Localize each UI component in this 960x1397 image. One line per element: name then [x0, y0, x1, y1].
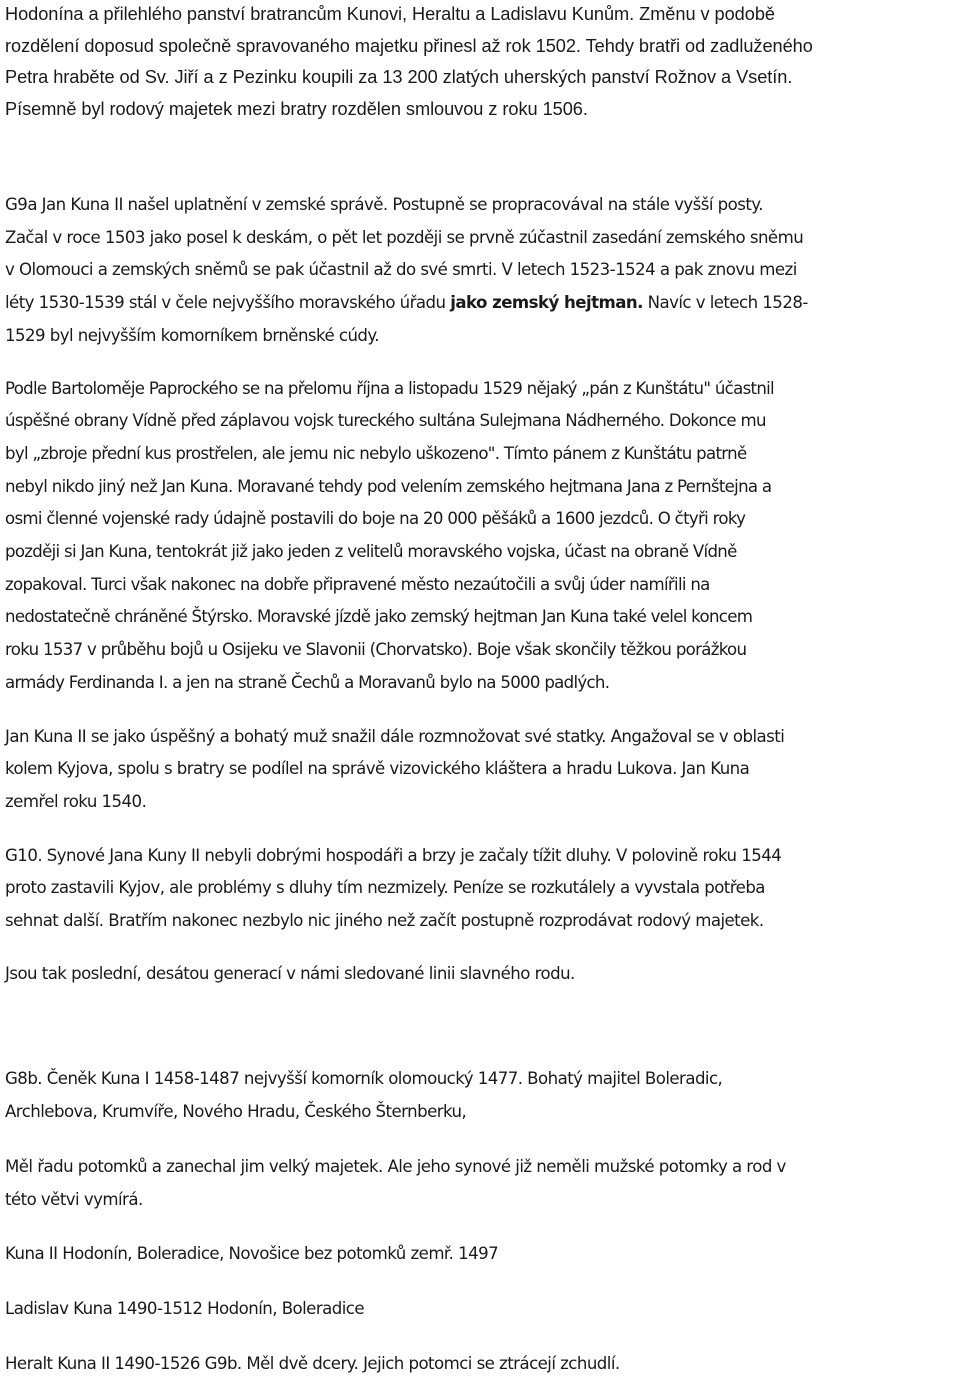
text-line: úspěšné obrany Vídně před záplavou vojsk tureckého sultána Sulejmana Nádherného. Dokonce mu	[5, 411, 766, 431]
text-line: Písemně byl rodový majetek mezi bratry rozdělen smlouvou z roku 1506.	[5, 98, 588, 119]
text-line: proto zastavili Kyjov, ale problémy s dluhy tím nezmizely. Peníze se rozkutálely a vyvstala potřeba	[5, 878, 765, 898]
paragraph-jan-kuna-estates	[5, 721, 957, 819]
text-line: Petra hraběte od Sv. Jiří a z Pezinku koupili za 13 200 zlatých uherských panství Rožnov a Vsetín.	[5, 67, 793, 87]
text-line: nedostatečně chráněné Štýrsko. Moravské jízdě jako zemský hejtman Jan Kuna také velel koncem	[5, 607, 753, 627]
paragraph-last-generation	[5, 958, 957, 991]
text-line: později si Jan Kuna, tentokrát již jako jeden z velitelů moravského vojska, účast na obraně Vídně	[5, 542, 737, 562]
text-line: osmi členné vojenské rady údajně postavili do boje na 20 000 pěšáků a 1600 jezdců. O čtyři roky	[5, 509, 746, 529]
paragraph-descendants	[5, 1151, 957, 1216]
text-line: kolem Kyjova, spolu s bratry se podílel na správě vizovického kláštera a hradu Lukova. Jan Kuna	[5, 759, 750, 779]
text-line: léty 1530-1539 stál v čele nejvyššího moravského úřadu	[5, 293, 451, 313]
paragraph-kuna-ii	[5, 1238, 957, 1271]
text-line: byl „zbroje přední kus prostřelen, ale jemu nic nebylo uškozeno". Tímto pánem z Kunštátu patrně	[5, 443, 747, 463]
text-line: Navíc v letech 1528-	[642, 293, 808, 313]
text-line: zemřel roku 1540.	[5, 791, 147, 811]
text-line: nebyl nikdo jiný než Jan Kuna. Moravané tehdy pod velením zemského hejtmana Jana z Pernštejna a	[5, 476, 772, 496]
paragraph-defense-of-vienna	[5, 373, 957, 700]
text-line: Heralt Kuna II 1490-1526 G9b. Měl dvě dcery. Jejich potomci se ztrácejí zchudlí.	[5, 1353, 620, 1373]
paragraph-jan-kuna-career	[5, 189, 957, 353]
paragraph-ladislav-kuna	[5, 1293, 957, 1326]
text-line: sehnat další. Bratřím nakonec nezbylo nic jiného než začít postupně rozprodávat rodový majetek.	[5, 911, 764, 931]
text-line: Měl řadu potomků a zanechal jim velký majetek. Ale jeho synové již neměli mužské potomky a rod v	[5, 1156, 786, 1176]
text-line: této větvi vymírá.	[5, 1189, 143, 1209]
paragraph-division-of-estate	[5, 0, 957, 125]
text-line: rozdělení doposud společně spravovaného majetku přinesl až rok 1502. Tehdy bratři od zadluženého	[5, 35, 813, 56]
text-line: Ladislav Kuna 1490-1512 Hodonín, Boleradice	[5, 1298, 365, 1318]
text-line: Jan Kuna II se jako úspěšný a bohatý muž snažil dále rozmnožovat své statky. Angažoval se v oblasti	[5, 726, 785, 746]
text-line: Jsou tak poslední, desátou generací v námi sledované linii slavného rodu.	[5, 963, 575, 983]
text-line: roku 1537 v průběhu bojů u Osijeku ve Slavonii (Chorvatsko). Boje však skončily těžkou porážkou	[5, 640, 747, 660]
document-page	[5, 0, 957, 1380]
text-line: G8b. Čeněk Kuna I 1458-1487 nejvyšší komorník olomoucký 1477. Bohatý majitel Boleradic,	[5, 1069, 723, 1089]
text-line: G9a Jan Kuna II našel uplatnění v zemské správě. Postupně se propracovával na stále vyšší posty.	[5, 195, 763, 214]
text-line: Podle Bartoloměje Paprockého se na přelomu října a listopadu 1529 nějaký „pán z Kunštátu" účastnil	[5, 378, 774, 398]
text-line: armády Ferdinanda I. a jen na straně Čechů a Moravanů bylo na 5000 padlých.	[5, 672, 610, 692]
text-line: G10. Synové Jana Kuny II nebyli dobrými hospodáři a brzy je začaly tížit dluhy. V polovině roku 1544	[5, 845, 782, 865]
paragraph-g8b-cenek-kuna	[5, 1063, 957, 1128]
text-line: v Olomouci a zemských sněmů se pak účastnil až do své smrti. V letech 1523-1524 a pak znovu mezi	[5, 260, 797, 280]
text-line: Začal v roce 1503 jako posel k deskám, o pět let později se prvně zúčastnil zasedání zemského sněmu	[5, 227, 804, 247]
bold-text-zemsky-hejtman: jako zemský hejtman.	[450, 293, 643, 313]
text-line: Hodonína a přilehlého panství bratrancům Kunovi, Heraltu a Ladislavu Kunům. Změnu v podobě	[5, 4, 775, 24]
text-line: zopakoval. Turci však nakonec na dobře připravené město nezaútočili a svůj úder namířili na	[5, 574, 710, 594]
text-line: Kuna II Hodonín, Boleradice, Novošice bez potomků zemř. 1497	[5, 1244, 499, 1264]
paragraph-heralt-kuna	[5, 1348, 957, 1381]
paragraph-g10-sons-debts	[5, 840, 957, 938]
text-line: 1529 byl nejvyšším komorníkem brněnské cúdy.	[5, 325, 380, 345]
text-line: Archlebova, Krumvíře, Nového Hradu, Českého Šternberku,	[5, 1102, 467, 1122]
